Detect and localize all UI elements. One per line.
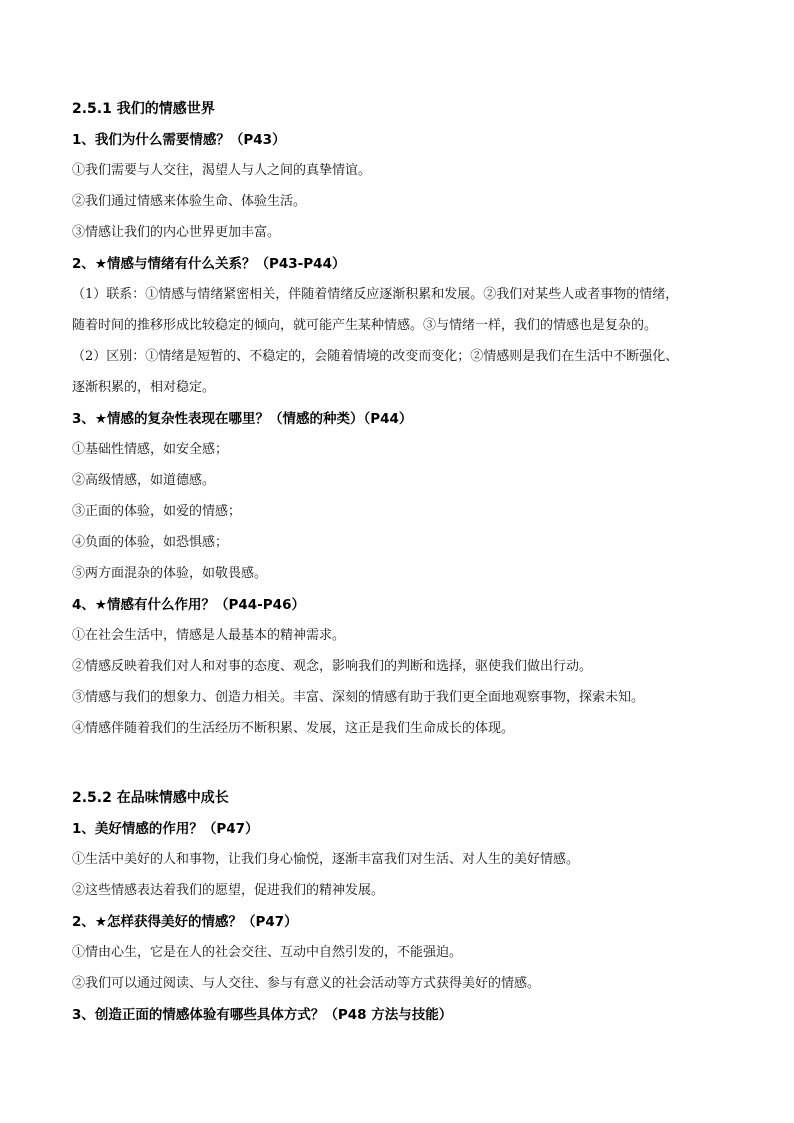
- answer-item: ②情感反映着我们对人和对事的态度、观念，影响我们的判断和选择，驱使我们做出行动。: [72, 659, 593, 674]
- answer-paragraph-difference: [72, 346, 740, 399]
- section-title: 2.5.2 在品味情感中成长: [72, 790, 229, 806]
- answer-item: ③正面的体验，如爱的情感；: [72, 504, 242, 519]
- answer-item: ④情感伴随着我们的生活经历不断积累、发展，这正是我们生命成长的体现。: [72, 721, 515, 736]
- answer-item: ④负面的体验，如恐惧感；: [72, 535, 229, 550]
- section-title: 2.5.1 我们的情感世界: [72, 101, 215, 117]
- answer-item: ③情感与我们的想象力、创造力相关。丰富、深刻的情感有助于我们更全面地观察事物，探索未知。: [72, 690, 645, 705]
- section-growing-through-emotions: [72, 787, 740, 1035]
- answer-item: ②这些情感表达着我们的愿望，促进我们的精神发展。: [72, 883, 385, 898]
- question-heading: 1、美好情感的作用？（P47）: [72, 821, 259, 837]
- answer-item: ②高级情感，如道德感。: [72, 473, 216, 488]
- answer-item: ②我们通过情感来体验生命、体验生活。: [72, 194, 307, 209]
- answer-item: ①生活中美好的人和事物，让我们身心愉悦，逐渐丰富我们对生活、对人生的美好情感。: [72, 852, 580, 867]
- answer-item: ⑤两方面混杂的体验，如敬畏感。: [72, 566, 268, 581]
- paragraph-line: （2）区别：①情绪是短暂的、不稳定的，会随着情境的改变而变化；②情感则是我们在生活中不断强化、: [72, 349, 679, 364]
- question-heading: 1、我们为什么需要情感？（P43）: [72, 132, 286, 148]
- answer-item: ①基础性情感，如安全感；: [72, 442, 229, 457]
- question-heading: 2、★情感与情绪有什么关系？（P43-P44）: [72, 256, 346, 272]
- answer-item: ①情由心生，它是在人的社会交往、互动中自然引发的，不能强迫。: [72, 945, 463, 960]
- answer-item: ①我们需要与人交往，渴望人与人之间的真挚情谊。: [72, 163, 372, 178]
- question-heading: 3、★情感的复杂性表现在哪里？（情感的种类）（P44）: [72, 411, 413, 427]
- answer-item: ②我们可以通过阅读、与人交往、参与有意义的社会活动等方式获得美好的情感。: [72, 976, 541, 991]
- question-heading: 4、★情感有什么作用？（P44-P46）: [72, 597, 305, 613]
- paragraph-line: 逐渐积累的，相对稳定。: [72, 380, 216, 395]
- answer-item: ③情感让我们的内心世界更加丰富。: [72, 225, 281, 240]
- section-emotional-world: [72, 98, 740, 749]
- answer-item: ①在社会生活中，情感是人最基本的精神需求。: [72, 628, 346, 643]
- question-heading: 2、★怎样获得美好的情感？（P47）: [72, 914, 298, 930]
- question-heading: 3、创造正面的情感体验有哪些具体方式？（P48 方法与技能）: [72, 1007, 453, 1023]
- answer-paragraph-connection: [72, 284, 740, 337]
- paragraph-line: （1）联系：①情感与情绪紧密相关，伴随着情绪反应逐渐积累和发展。②我们对某些人或者事物的情绪，: [72, 287, 679, 302]
- paragraph-line: 随着时间的推移形成比较稳定的倾向，就可能产生某种情感。③与情绪一样，我们的情感也是复杂的。: [72, 318, 658, 333]
